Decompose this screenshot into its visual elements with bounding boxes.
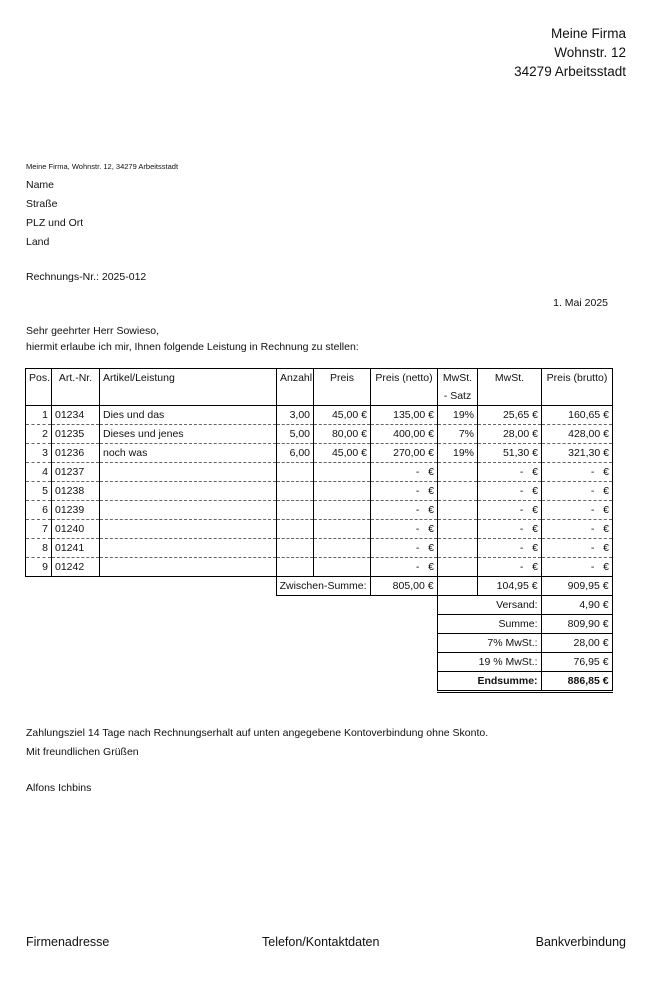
subtotal-label: Zwischen-Summe: <box>276 577 370 596</box>
cell-vat: - € <box>478 463 542 482</box>
closing-block <box>26 724 488 762</box>
sender-city: 34279 Arbeitsstadt <box>514 64 626 79</box>
cell-qty: 6,00 <box>277 444 314 463</box>
table-row <box>26 406 613 425</box>
cell-item <box>100 520 277 539</box>
recipient-zip-city: PLZ und Ort <box>26 217 84 229</box>
footer-address: Firmenadresse <box>26 935 110 949</box>
cell-net: - € <box>371 558 438 577</box>
col-header-net: Preis (netto) <box>371 369 438 406</box>
cell-qty <box>277 539 314 558</box>
vat19-value: 76,95 € <box>541 653 612 672</box>
col-header-pos: Pos. <box>26 369 52 406</box>
subtotal-row <box>25 577 612 596</box>
table-row <box>26 558 613 577</box>
cell-price: 45,00 € <box>314 406 371 425</box>
final-total-label: Endsumme: <box>437 672 541 692</box>
col-header-gross: Preis (brutto) <box>542 369 613 406</box>
recipient-country: Land <box>26 236 50 248</box>
cell-gross: - € <box>542 520 613 539</box>
cell-price <box>314 463 371 482</box>
table-row <box>26 463 613 482</box>
cell-vat: 51,30 € <box>478 444 542 463</box>
cell-gross: - € <box>542 558 613 577</box>
shipping-row <box>25 596 612 615</box>
shipping-label: Versand: <box>437 596 541 615</box>
vat19-label: 19 % MwSt.: <box>437 653 541 672</box>
cell-pos: 5 <box>26 482 52 501</box>
vat7-label: 7% MwSt.: <box>437 634 541 653</box>
cell-gross: 160,65 € <box>542 406 613 425</box>
cell-pos: 2 <box>26 425 52 444</box>
cell-art: 01234 <box>52 406 100 425</box>
cell-net: - € <box>371 482 438 501</box>
salutation: Sehr geehrter Herr Sowieso, <box>26 325 160 337</box>
vat7-row <box>25 634 612 653</box>
cell-gross: - € <box>542 539 613 558</box>
cell-vat: - € <box>478 558 542 577</box>
recipient-block <box>26 176 83 252</box>
invoice-number: Rechnungs-Nr.: 2025-012 <box>26 271 147 283</box>
table-row <box>26 539 613 558</box>
cell-rate <box>438 539 478 558</box>
cell-qty <box>277 501 314 520</box>
cell-vat: 25,65 € <box>478 406 542 425</box>
cell-rate <box>438 463 478 482</box>
cell-qty <box>277 482 314 501</box>
cell-vat: - € <box>478 501 542 520</box>
table-row <box>26 520 613 539</box>
cell-pos: 9 <box>26 558 52 577</box>
cell-price <box>314 539 371 558</box>
payment-terms: Zahlungsziel 14 Tage nach Rechnungserhalt auf unten angegebene Kontoverbindung ohne Skonto. <box>26 727 489 739</box>
cell-item: Dies und das <box>100 406 277 425</box>
subtotal-gross: 909,95 € <box>541 577 612 596</box>
col-header-qty: Anzahl <box>277 369 314 406</box>
cell-rate <box>438 520 478 539</box>
cell-art: 01236 <box>52 444 100 463</box>
cell-price <box>314 482 371 501</box>
col-header-art: Art.-Nr. <box>52 369 100 406</box>
table-header-row <box>26 369 613 406</box>
cell-item: Dieses und jenes <box>100 425 277 444</box>
intro-text: hiermit erlaube ich mir, Ihnen folgende Leistung in Rechnung zu stellen: <box>26 341 359 353</box>
sender-name: Meine Firma <box>550 26 626 41</box>
recipient-street: Straße <box>26 198 58 210</box>
cell-item <box>100 482 277 501</box>
cell-pos: 4 <box>26 463 52 482</box>
cell-net: 270,00 € <box>371 444 438 463</box>
vat19-row <box>25 653 612 672</box>
cell-item <box>100 539 277 558</box>
cell-vat: 28,00 € <box>478 425 542 444</box>
cell-rate: 19% <box>438 406 478 425</box>
cell-art: 01242 <box>52 558 100 577</box>
cell-qty <box>277 520 314 539</box>
cell-art: 01241 <box>52 539 100 558</box>
cell-gross: 321,30 € <box>542 444 613 463</box>
cell-price <box>314 501 371 520</box>
cell-net: - € <box>371 520 438 539</box>
table-row <box>26 501 613 520</box>
cell-art: 01238 <box>52 482 100 501</box>
sum-row <box>25 615 612 634</box>
subtotal-vat: 104,95 € <box>477 577 541 596</box>
subtotal-net: 805,00 € <box>370 577 437 596</box>
sum-label: Summe: <box>437 615 541 634</box>
cell-rate: 7% <box>438 425 478 444</box>
invoice-date: 1. Mai 2025 <box>553 297 608 309</box>
cell-net: - € <box>371 501 438 520</box>
cell-art: 01240 <box>52 520 100 539</box>
sender-return-line: Meine Firma, Wohnstr. 12, 34279 Arbeitsstadt <box>26 162 179 171</box>
cell-rate <box>438 501 478 520</box>
footer-contact: Telefon/Kontaktdaten <box>262 935 380 949</box>
final-total-value: 886,85 € <box>541 672 612 692</box>
cell-vat: - € <box>478 539 542 558</box>
invoice-items-table <box>25 368 613 577</box>
cell-pos: 1 <box>26 406 52 425</box>
cell-rate <box>438 558 478 577</box>
col-header-vat-rate: MwSt. - Satz <box>438 369 478 406</box>
table-row <box>26 482 613 501</box>
cell-item <box>100 463 277 482</box>
sum-value: 809,90 € <box>541 615 612 634</box>
cell-qty: 3,00 <box>277 406 314 425</box>
cell-gross: - € <box>542 482 613 501</box>
salutation-block <box>26 323 359 355</box>
sender-street: Wohnstr. 12 <box>554 45 626 60</box>
cell-pos: 7 <box>26 520 52 539</box>
cell-gross: - € <box>542 501 613 520</box>
cell-art: 01235 <box>52 425 100 444</box>
cell-price <box>314 520 371 539</box>
cell-price: 80,00 € <box>314 425 371 444</box>
cell-art: 01239 <box>52 501 100 520</box>
table-row <box>26 425 613 444</box>
table-row <box>26 444 613 463</box>
cell-qty: 5,00 <box>277 425 314 444</box>
cell-qty <box>277 463 314 482</box>
recipient-name: Name <box>26 179 55 191</box>
vat7-value: 28,00 € <box>541 634 612 653</box>
col-header-item: Artikel/Leistung <box>100 369 277 406</box>
cell-gross: - € <box>542 463 613 482</box>
cell-item: noch was <box>100 444 277 463</box>
col-header-vat: MwSt. <box>478 369 542 406</box>
cell-qty <box>277 558 314 577</box>
cell-net: 400,00 € <box>371 425 438 444</box>
cell-pos: 3 <box>26 444 52 463</box>
cell-pos: 6 <box>26 501 52 520</box>
cell-art: 01237 <box>52 463 100 482</box>
cell-net: 135,00 € <box>371 406 438 425</box>
cell-rate <box>438 482 478 501</box>
cell-net: - € <box>371 463 438 482</box>
signer-name: Alfons Ichbins <box>26 782 92 794</box>
totals-table <box>25 576 613 693</box>
cell-price: 45,00 € <box>314 444 371 463</box>
cell-rate: 19% <box>438 444 478 463</box>
closing-greeting: Mit freundlichen Grüßen <box>26 746 139 758</box>
cell-item <box>100 501 277 520</box>
sender-block <box>514 24 626 81</box>
shipping-value: 4,90 € <box>541 596 612 615</box>
cell-vat: - € <box>478 520 542 539</box>
cell-item <box>100 558 277 577</box>
footer-bank: Bankverbindung <box>535 935 626 949</box>
cell-vat: - € <box>478 482 542 501</box>
cell-net: - € <box>371 539 438 558</box>
col-header-price: Preis <box>314 369 371 406</box>
final-total-row <box>25 672 612 692</box>
cell-gross: 428,00 € <box>542 425 613 444</box>
cell-pos: 8 <box>26 539 52 558</box>
cell-price <box>314 558 371 577</box>
